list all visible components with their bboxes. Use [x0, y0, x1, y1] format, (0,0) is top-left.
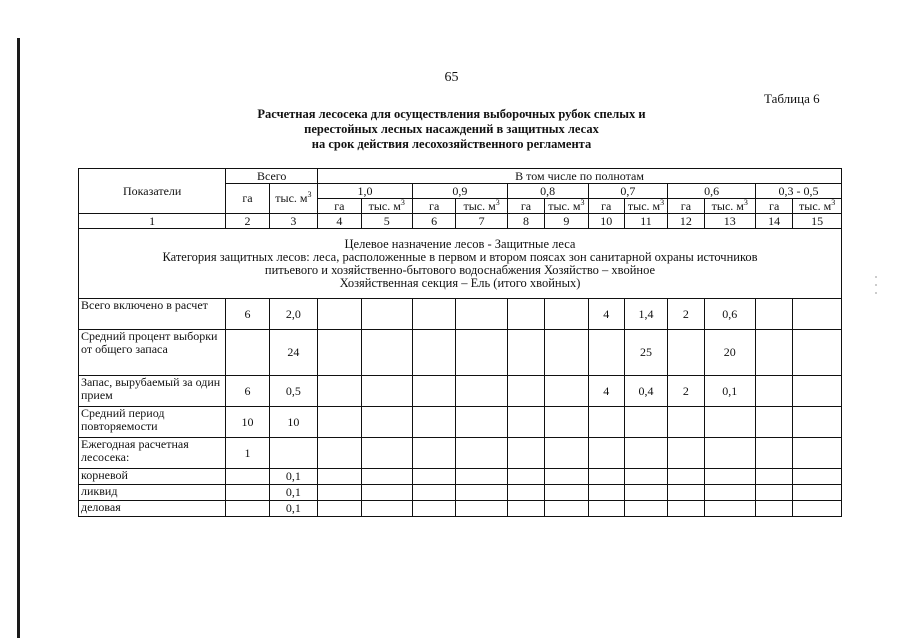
- table-cell: [545, 469, 588, 485]
- table-cell: [318, 469, 361, 485]
- table-cell: [668, 501, 704, 517]
- table-cell: [545, 485, 588, 501]
- table-cell: [507, 469, 544, 485]
- table-cell: [412, 299, 455, 330]
- table-cell: 25: [624, 330, 667, 376]
- table-cell: [269, 438, 317, 469]
- table-cell: 4: [588, 299, 624, 330]
- table-cell: [412, 330, 455, 376]
- column-number: 12: [668, 214, 704, 229]
- row-label: ликвид: [79, 485, 226, 501]
- table-cell: [226, 485, 269, 501]
- table-cell: [545, 438, 588, 469]
- table-cell: [226, 501, 269, 517]
- table-cell: [668, 485, 704, 501]
- row-label: деловая: [79, 501, 226, 517]
- table-cell: [793, 438, 842, 469]
- density-header: 0,9: [412, 184, 507, 199]
- table-cell: 6: [226, 376, 269, 407]
- table-cell: [545, 501, 588, 517]
- column-number: 7: [456, 214, 507, 229]
- table-cell: 0,1: [269, 469, 317, 485]
- table-cell: [588, 485, 624, 501]
- table-row: [79, 330, 842, 376]
- table-cell: [361, 376, 412, 407]
- table-cell: [412, 485, 455, 501]
- ha-header: га: [318, 199, 361, 214]
- table-cell: [793, 501, 842, 517]
- table-cell: [456, 330, 507, 376]
- table-cell: 20: [704, 330, 755, 376]
- table-cell: 1: [226, 438, 269, 469]
- table-cell: [318, 438, 361, 469]
- table-cell: [756, 407, 793, 438]
- economic-section-line: Хозяйственная секция – Ель (итого хвойных): [339, 275, 581, 290]
- table-cell: [456, 376, 507, 407]
- table-cell: [624, 407, 667, 438]
- volume-header: тыс. $м^3$: [704, 199, 755, 214]
- purpose-line: Целевое назначение лесов - Защитные леса: [344, 236, 576, 251]
- table-cell: [793, 407, 842, 438]
- table-row: [79, 407, 842, 438]
- data-rows: [79, 299, 842, 517]
- table-cell: [704, 407, 755, 438]
- column-number: 14: [756, 214, 793, 229]
- table-cell: [318, 376, 361, 407]
- row-label: корневой: [79, 469, 226, 485]
- table-cell: [226, 330, 269, 376]
- table-cell: [456, 485, 507, 501]
- volume-header: тыс. $м^3$: [361, 199, 412, 214]
- table-cell: [588, 501, 624, 517]
- table-cell: [456, 438, 507, 469]
- table-cell: [793, 469, 842, 485]
- density-header: 1,0: [318, 184, 413, 199]
- table-cell: [668, 407, 704, 438]
- total-volume-header: тыс. $м^3$: [269, 184, 317, 214]
- table-cell: [412, 469, 455, 485]
- table-cell: [507, 501, 544, 517]
- table-cell: [624, 501, 667, 517]
- table-cell: 24: [269, 330, 317, 376]
- row-label: Средний период повторяемости: [79, 407, 226, 438]
- forest-table: [78, 168, 842, 517]
- table-cell: 0,4: [624, 376, 667, 407]
- column-number: 4: [318, 214, 361, 229]
- table-cell: [624, 438, 667, 469]
- table-cell: [545, 376, 588, 407]
- table-cell: 0,1: [269, 485, 317, 501]
- table-cell: [412, 407, 455, 438]
- table-cell: [588, 438, 624, 469]
- density-header: 0,8: [507, 184, 588, 199]
- table-cell: [456, 299, 507, 330]
- table-cell: [793, 485, 842, 501]
- volume-header: тыс. $м^3$: [456, 199, 507, 214]
- table-cell: [793, 330, 842, 376]
- title-line: Расчетная лесосека для осуществления выборочных рубок спелых и: [257, 107, 646, 121]
- including-header: В том числе по полнотам: [318, 169, 842, 184]
- table-cell: [624, 469, 667, 485]
- table-cell: [318, 299, 361, 330]
- column-number: 11: [624, 214, 667, 229]
- table-cell: [704, 501, 755, 517]
- column-number: 1: [79, 214, 226, 229]
- table-cell: [361, 469, 412, 485]
- ha-header: га: [668, 199, 704, 214]
- title-line: перестойных лесных насаждений в защитных лесах: [304, 122, 599, 136]
- column-number: 9: [545, 214, 588, 229]
- table-cell: [507, 438, 544, 469]
- category-line: Категория защитных лесов: леса, расположенные в первом и втором поясах зон санитарной охраны источников: [162, 249, 758, 264]
- column-number: 2: [226, 214, 269, 229]
- table-cell: [412, 501, 455, 517]
- table-cell: [456, 407, 507, 438]
- table-row: [79, 376, 842, 407]
- table-cell: 2,0: [269, 299, 317, 330]
- table-cell: [318, 330, 361, 376]
- table-cell: [704, 469, 755, 485]
- table-row: [79, 469, 842, 485]
- table-cell: 2: [668, 299, 704, 330]
- row-label: Ежегодная расчетная лесосека:: [79, 438, 226, 469]
- volume-header: тыс. $м^3$: [793, 199, 842, 214]
- column-number: 5: [361, 214, 412, 229]
- table-cell: [456, 469, 507, 485]
- table-cell: [756, 438, 793, 469]
- table-cell: 0,1: [269, 501, 317, 517]
- density-header: 0,6: [668, 184, 756, 199]
- column-number: 6: [412, 214, 455, 229]
- table-cell: [668, 438, 704, 469]
- density-header: 0,3 - 0,5: [756, 184, 842, 199]
- table-cell: [507, 485, 544, 501]
- table-cell: 2: [668, 376, 704, 407]
- row-label: Всего включено в расчет: [79, 299, 226, 330]
- row-label: Средний процент выборки от общего запаса: [79, 330, 226, 376]
- ha-header: га: [756, 199, 793, 214]
- column-number: 8: [507, 214, 544, 229]
- table-cell: [793, 376, 842, 407]
- table-cell: [588, 330, 624, 376]
- table-cell: [704, 485, 755, 501]
- table-row: [79, 501, 842, 517]
- indicators-header: Показатели: [79, 169, 226, 214]
- page-number: 65: [444, 70, 459, 85]
- table-cell: [361, 330, 412, 376]
- table-cell: [318, 501, 361, 517]
- table-cell: [412, 376, 455, 407]
- ha-header: га: [588, 199, 624, 214]
- table-title: [0, 107, 903, 152]
- table-cell: 10: [269, 407, 317, 438]
- total-ha-header: га: [226, 184, 269, 214]
- category-line: питьевого и хозяйственно-бытового водоснабжения Хозяйство – хвойное: [264, 262, 656, 277]
- section-heading: [79, 229, 842, 299]
- table-cell: 0,6: [704, 299, 755, 330]
- table-cell: [361, 299, 412, 330]
- total-header: Всего: [226, 169, 318, 184]
- column-number: 15: [793, 214, 842, 229]
- table-cell: [624, 485, 667, 501]
- ha-header: га: [507, 199, 544, 214]
- table-cell: [756, 299, 793, 330]
- table-cell: [668, 330, 704, 376]
- table-cell: [361, 501, 412, 517]
- table-cell: [756, 330, 793, 376]
- table-cell: [545, 330, 588, 376]
- table-cell: [361, 485, 412, 501]
- table-cell: [588, 407, 624, 438]
- density-header: 0,7: [588, 184, 668, 199]
- table-cell: [412, 438, 455, 469]
- scan-speckle: [875, 270, 879, 310]
- table-label: Таблица 6: [764, 91, 820, 106]
- row-label: Запас, вырубаемый за один прием: [79, 376, 226, 407]
- table-cell: 1,4: [624, 299, 667, 330]
- ha-header: га: [412, 199, 455, 214]
- table-cell: [507, 299, 544, 330]
- table-cell: [318, 407, 361, 438]
- table-cell: [756, 485, 793, 501]
- table-row: [79, 438, 842, 469]
- table-cell: [361, 407, 412, 438]
- table-cell: 6: [226, 299, 269, 330]
- table-cell: [756, 469, 793, 485]
- table-cell: 0,5: [269, 376, 317, 407]
- table-cell: [318, 485, 361, 501]
- column-number: 10: [588, 214, 624, 229]
- column-number: 3: [269, 214, 317, 229]
- table-cell: [507, 407, 544, 438]
- table-cell: 4: [588, 376, 624, 407]
- table-cell: 10: [226, 407, 269, 438]
- table-cell: 0,1: [704, 376, 755, 407]
- table-cell: [756, 501, 793, 517]
- table-cell: [588, 469, 624, 485]
- table-cell: [545, 299, 588, 330]
- column-number: 13: [704, 214, 755, 229]
- column-numbers-row: [79, 214, 842, 229]
- title-line: на срок действия лесохозяйственного регламента: [311, 137, 592, 151]
- table-cell: [361, 438, 412, 469]
- table-cell: [756, 376, 793, 407]
- table-cell: [704, 438, 755, 469]
- table-cell: [507, 376, 544, 407]
- table-row: [79, 485, 842, 501]
- table-cell: [456, 501, 507, 517]
- volume-header: тыс. $м^3$: [624, 199, 667, 214]
- table-cell: [668, 469, 704, 485]
- volume-header: тыс. $м^3$: [545, 199, 588, 214]
- table-cell: [793, 299, 842, 330]
- table-cell: [545, 407, 588, 438]
- table-cell: [507, 330, 544, 376]
- table-cell: [226, 469, 269, 485]
- table-row: [79, 299, 842, 330]
